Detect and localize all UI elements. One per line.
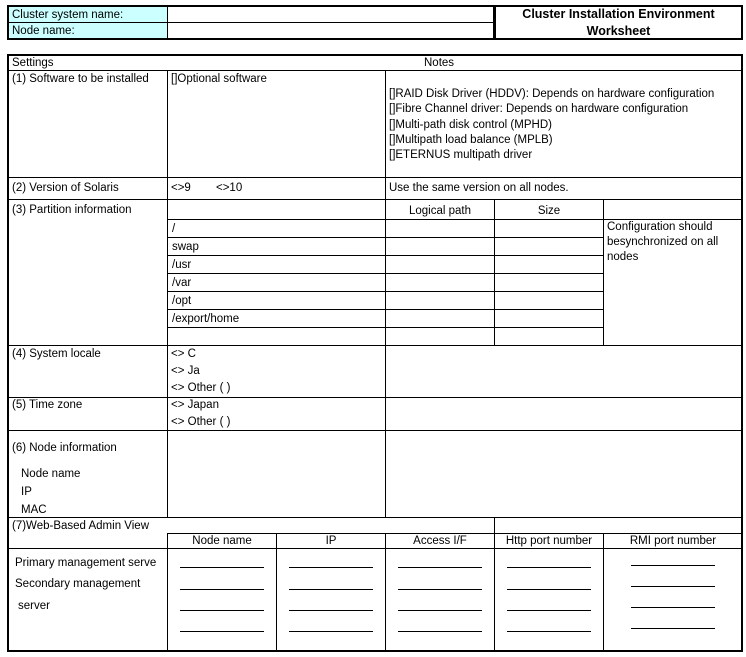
wbav-label: (7)Web-Based Admin View (12, 520, 150, 532)
partition-row: swap (172, 241, 199, 253)
fill-in-line[interactable] (289, 567, 373, 568)
locale-option-other[interactable]: <> Other ( ) (171, 382, 231, 394)
fill-in-line[interactable] (507, 631, 591, 632)
settings-header: Settings (12, 57, 54, 69)
software-note-mplb[interactable]: []Multipath load balance (MPLB) (389, 134, 553, 146)
wbav-col-node-name: Node name (192, 535, 252, 547)
timezone-option-other[interactable]: <> Other ( ) (171, 416, 231, 428)
fill-in-line[interactable] (289, 631, 373, 632)
wbav-col-http-port: Http port number (505, 535, 593, 547)
fill-in-line[interactable] (631, 565, 715, 566)
software-note-fibre[interactable]: []Fibre Channel driver: Depends on hardware configuration (389, 103, 689, 115)
wbav-secondary-server-line1: Secondary management (15, 578, 141, 590)
wbav-secondary-server-line2: server (18, 600, 50, 612)
solaris-note: Use the same version on all nodes. (389, 182, 569, 194)
system-locale-label: (4) System locale (12, 348, 101, 360)
worksheet-title-line1: Cluster Installation Environment (522, 7, 715, 21)
node-name-label: Node name: (12, 25, 75, 37)
solaris-option-9[interactable]: <>9 (171, 182, 191, 194)
timezone-option-japan[interactable]: <> Japan (171, 399, 219, 411)
software-note-mphd[interactable]: []Multi-path disk control (MPHD) (389, 119, 552, 131)
wbav-col-access-if: Access I/F (413, 535, 467, 547)
software-note-raid[interactable]: []RAID Disk Driver (HDDV): Depends on hardware configuration (389, 88, 715, 100)
fill-in-line[interactable] (398, 589, 482, 590)
fill-in-line[interactable] (507, 567, 591, 568)
software-label: (1) Software to be installed (12, 73, 149, 85)
optional-software-checkbox[interactable]: []Optional software (171, 73, 267, 85)
partition-note: Configuration should besynchronized on all nodes (607, 221, 719, 263)
node-info-ip: IP (21, 486, 32, 498)
partition-row: /var (172, 277, 192, 289)
node-information-label: (6) Node information (12, 442, 117, 454)
fill-in-line[interactable] (398, 567, 482, 568)
locale-option-ja[interactable]: <> Ja (171, 365, 200, 377)
fill-in-line[interactable] (180, 589, 264, 590)
node-info-mac: MAC (21, 504, 47, 516)
wbav-col-rmi-port: RMI port number (629, 535, 717, 547)
fill-in-line[interactable] (631, 628, 715, 629)
partition-label: (3) Partition information (12, 204, 132, 216)
fill-in-line[interactable] (631, 586, 715, 587)
partition-row: /export/home (172, 313, 240, 325)
node-info-node-name: Node name (21, 468, 81, 480)
logical-path-header: Logical path (408, 205, 472, 217)
fill-in-line[interactable] (398, 631, 482, 632)
partition-row: /opt (172, 295, 192, 307)
fill-in-line[interactable] (507, 610, 591, 611)
fill-in-line[interactable] (289, 610, 373, 611)
fill-in-line[interactable] (289, 589, 373, 590)
wbav-primary-server: Primary management serve (15, 557, 157, 569)
solaris-option-10[interactable]: <>10 (216, 182, 243, 194)
fill-in-line[interactable] (507, 589, 591, 590)
fill-in-line[interactable] (180, 631, 264, 632)
cluster-system-name-label: Cluster system name: (12, 9, 124, 21)
worksheet-title-line2: Worksheet (586, 24, 651, 38)
wbav-col-ip: IP (325, 535, 337, 547)
software-note-eternus[interactable]: []ETERNUS multipath driver (389, 149, 533, 161)
solaris-version-label: (2) Version of Solaris (12, 182, 119, 194)
fill-in-line[interactable] (398, 610, 482, 611)
fill-in-line[interactable] (180, 610, 264, 611)
notes-header: Notes (424, 57, 455, 69)
partition-row: / (172, 223, 176, 235)
fill-in-line[interactable] (180, 567, 264, 568)
locale-option-c[interactable]: <> C (171, 348, 196, 360)
partition-row: /usr (172, 259, 192, 271)
fill-in-line[interactable] (631, 607, 715, 608)
time-zone-label: (5) Time zone (12, 399, 83, 411)
size-header: Size (537, 205, 561, 217)
